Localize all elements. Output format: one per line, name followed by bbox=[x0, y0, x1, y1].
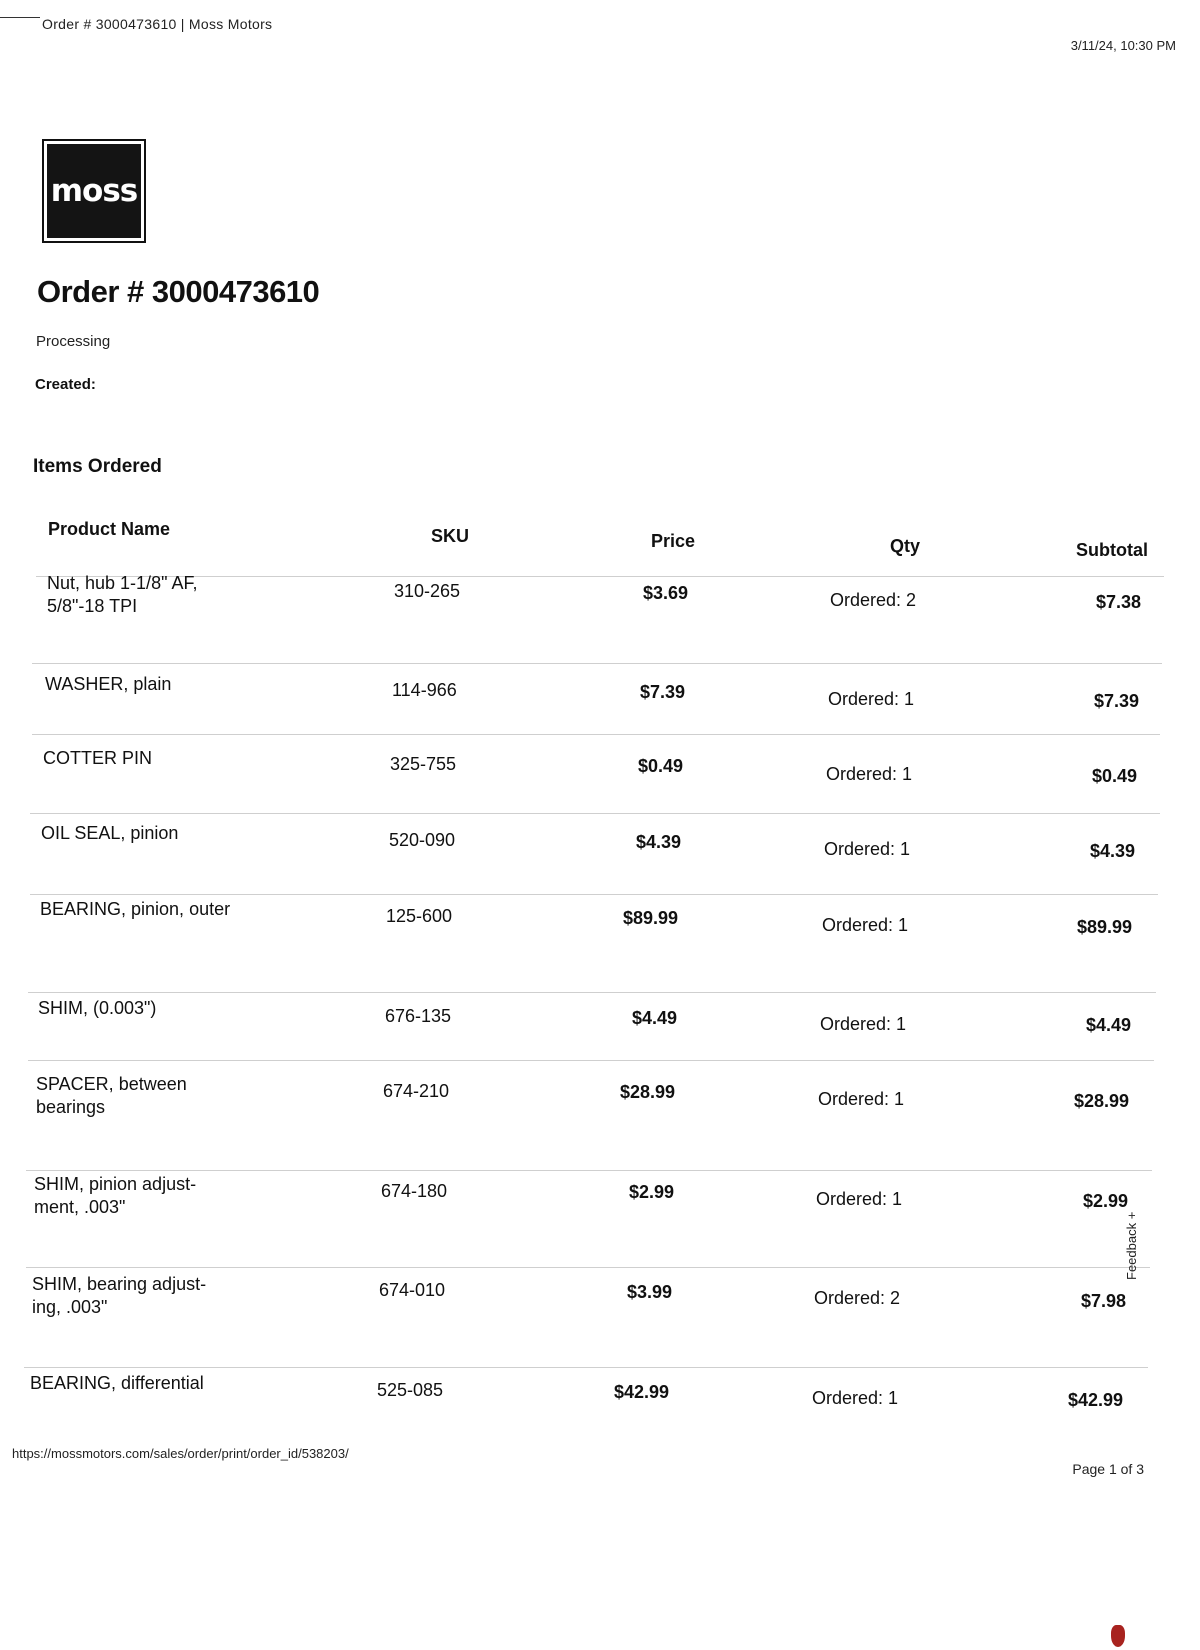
product-qty: Ordered: 1 bbox=[816, 1189, 903, 1209]
product-subtotal: $4.39 bbox=[1090, 841, 1136, 861]
header-rule bbox=[0, 17, 40, 18]
product-name: Nut, hub 1-1/8" AF, 5/8"-18 TPI bbox=[47, 573, 198, 616]
footer-url: https://mossmotors.com/sales/order/print/order_id/538203/ bbox=[12, 1446, 349, 1461]
logo-text: moss bbox=[50, 173, 138, 209]
row-divider bbox=[30, 894, 1158, 895]
items-ordered-heading: Items Ordered bbox=[33, 456, 162, 477]
header-qty: Qty bbox=[890, 536, 921, 556]
row-divider bbox=[26, 1267, 1150, 1268]
logo-badge bbox=[47, 144, 141, 238]
row-divider bbox=[30, 813, 1160, 814]
product-subtotal: $2.99 bbox=[1083, 1191, 1129, 1211]
product-subtotal: $89.99 bbox=[1077, 917, 1133, 937]
product-sku: 674-210 bbox=[383, 1081, 450, 1101]
print-timestamp: 3/11/24, 10:30 PM bbox=[1070, 38, 1176, 53]
ink-stain bbox=[1111, 1625, 1125, 1647]
row-divider bbox=[28, 1060, 1154, 1061]
product-price: $0.49 bbox=[638, 756, 684, 776]
product-price: $4.39 bbox=[636, 832, 682, 852]
header-sku: SKU bbox=[431, 526, 470, 546]
product-price: $28.99 bbox=[620, 1082, 676, 1102]
product-subtotal: $7.38 bbox=[1096, 592, 1142, 612]
product-qty: Ordered: 1 bbox=[818, 1089, 905, 1109]
product-qty: Ordered: 2 bbox=[814, 1288, 901, 1308]
product-sku: 325-755 bbox=[390, 754, 457, 774]
product-qty: Ordered: 1 bbox=[820, 1014, 907, 1034]
product-qty: Ordered: 1 bbox=[812, 1388, 899, 1408]
product-price: $3.69 bbox=[643, 583, 689, 603]
product-name: OIL SEAL, pinion bbox=[41, 823, 179, 843]
product-qty: Ordered: 1 bbox=[828, 689, 915, 709]
product-subtotal: $42.99 bbox=[1068, 1390, 1124, 1410]
product-sku: 125-600 bbox=[386, 906, 453, 926]
page-number: Page 1 of 3 bbox=[1072, 1461, 1144, 1477]
order-status: Processing bbox=[36, 333, 111, 350]
product-name: WASHER, plain bbox=[45, 674, 172, 694]
product-name: SHIM, bearing adjust-ing, .003" bbox=[32, 1274, 207, 1317]
product-sku: 676-135 bbox=[385, 1006, 452, 1026]
product-name: SHIM, (0.003") bbox=[38, 998, 157, 1018]
product-subtotal: $4.49 bbox=[1086, 1015, 1132, 1035]
row-divider bbox=[26, 1170, 1152, 1171]
header-subtotal: Subtotal bbox=[1076, 540, 1148, 560]
product-subtotal: $7.98 bbox=[1081, 1291, 1127, 1311]
moss-logo[interactable] bbox=[42, 139, 146, 243]
product-subtotal: $0.49 bbox=[1092, 766, 1138, 786]
product-name: SHIM, pinion adjust-ment, .003" bbox=[34, 1174, 197, 1217]
created-label: Created: bbox=[35, 376, 96, 393]
product-sku: 114-966 bbox=[392, 680, 457, 700]
product-sku: 674-180 bbox=[381, 1181, 448, 1201]
header-price: Price bbox=[651, 531, 696, 551]
product-price: $42.99 bbox=[614, 1382, 670, 1402]
row-divider bbox=[32, 663, 1162, 664]
product-sku: 520-090 bbox=[389, 830, 456, 850]
product-price: $2.99 bbox=[629, 1182, 675, 1202]
product-price: $89.99 bbox=[623, 908, 679, 928]
product-qty: Ordered: 1 bbox=[826, 764, 913, 784]
product-qty: Ordered: 1 bbox=[822, 915, 909, 935]
product-price: $7.39 bbox=[640, 682, 686, 702]
product-subtotal: $28.99 bbox=[1074, 1091, 1130, 1111]
row-divider bbox=[28, 992, 1156, 993]
product-name: BEARING, pinion, outer bbox=[40, 899, 231, 919]
header-product-name: Product Name bbox=[48, 519, 171, 539]
product-qty: Ordered: 2 bbox=[830, 590, 917, 610]
order-title: Order # 3000473610 bbox=[37, 274, 320, 309]
product-subtotal: $7.39 bbox=[1094, 691, 1140, 711]
row-divider bbox=[32, 734, 1160, 735]
row-divider bbox=[24, 1367, 1148, 1368]
product-sku: 674-010 bbox=[379, 1280, 446, 1300]
print-page-title: Order # 3000473610 | Moss Motors bbox=[42, 16, 273, 32]
feedback-tab[interactable]: Feedback + bbox=[1124, 1211, 1139, 1280]
product-sku: 310-265 bbox=[394, 581, 461, 601]
product-name: SPACER, between bearings bbox=[36, 1074, 187, 1117]
product-price: $4.49 bbox=[632, 1008, 678, 1028]
product-sku: 525-085 bbox=[377, 1380, 444, 1400]
product-name: COTTER PIN bbox=[43, 748, 153, 768]
product-name: BEARING, differential bbox=[30, 1373, 204, 1393]
product-price: $3.99 bbox=[627, 1282, 673, 1302]
product-qty: Ordered: 1 bbox=[824, 839, 911, 859]
